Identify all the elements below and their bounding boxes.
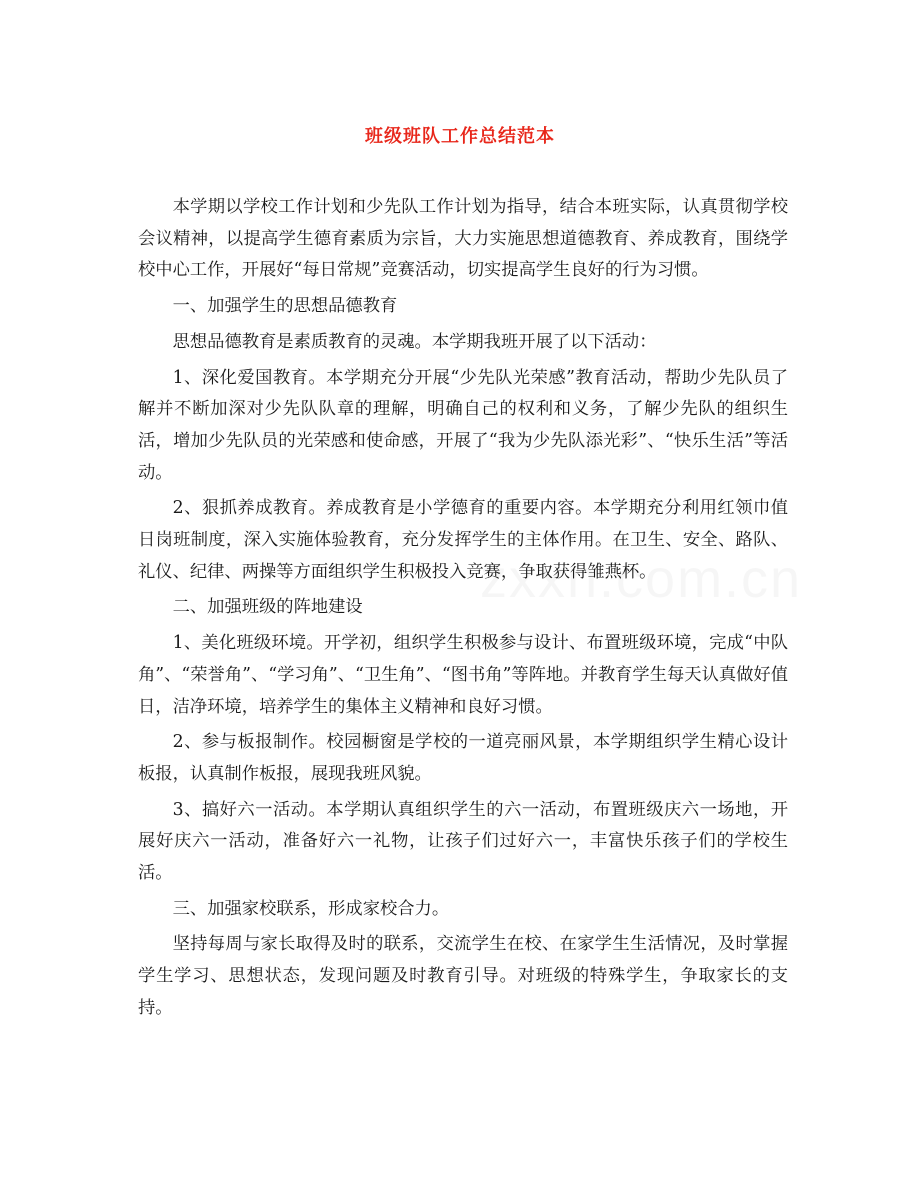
section-heading-1: 一、加强学生的思想品德教育 xyxy=(172,296,398,317)
section-2-item-1: 1、美化班级环境。开学初，组织学生积极参与设计、布置班级环境，完成“中队角”、“荣誉角”、“学习角”、“卫生角”、“图书角”等阵地。并教育学生每天认真做好值日，洁净环境，培养学生的集体主义精神和良好习惯。 xyxy=(138,633,788,717)
section-heading-2: 二、加强班级的阵地建设 xyxy=(172,597,363,618)
section-1-item-1: 1、深化爱国教育。本学期充分开展“少先队光荣感”教育活动，帮助少先队员了解并不断加深对少先队队章的理解，明确自己的权利和义务，了解少先队的组织生活，增加少先队员的光荣感和使命感，开展了“我为少先队添光彩”、“快乐生活”等活动。 xyxy=(138,367,788,483)
section-3-paragraph: 坚持每周与家长取得及时的联系，交流学生在校、在家学生生活情况，及时掌握学生学习、思想状态，发现问题及时教育引导。对班级的特殊学生，争取家长的支持。 xyxy=(138,934,788,1018)
document-title: 班级班队工作总结范本 xyxy=(365,126,555,147)
section-1-intro: 思想品德教育是素质教育的灵魂。本学期我班开展了以下活动： xyxy=(172,331,657,352)
section-2-item-2: 2、参与板报制作。校园橱窗是学校的一道亮丽风景，本学期组织学生精心设计板报，认真制作板报，展现我班风貌。 xyxy=(138,732,788,784)
intro-paragraph: 本学期以学校工作计划和少先队工作计划为指导，结合本班实际，认真贯彻学校会议精神，以提高学生德育素质为宗旨，大力实施思想道德教育、养成教育，围绕学校中心工作，开展好“每日常规”竞赛活动，切实提高学生良好的行为习惯。 xyxy=(138,197,788,281)
section-2-item-3: 3、搞好六一活动。本学期认真组织学生的六一活动，布置班级庆六一场地，开展好庆六一活动，准备好六一礼物，让孩子们过好六一，丰富快乐孩子们的学校生活。 xyxy=(138,799,788,884)
document-body xyxy=(138,192,788,1029)
section-heading-3: 三、加强家校联系，形成家校合力。 xyxy=(172,898,450,919)
section-1-item-2: 2、狠抓养成教育。养成教育是小学德育的重要内容。本学期充分利用红领巾值日岗班制度，深入实施体验教育，充分发挥学生的主体作用。在卫生、安全、路队、礼仪、纪律、两操等方面组织学生积极投入竞赛，争取获得雏燕杯。 xyxy=(138,498,788,582)
